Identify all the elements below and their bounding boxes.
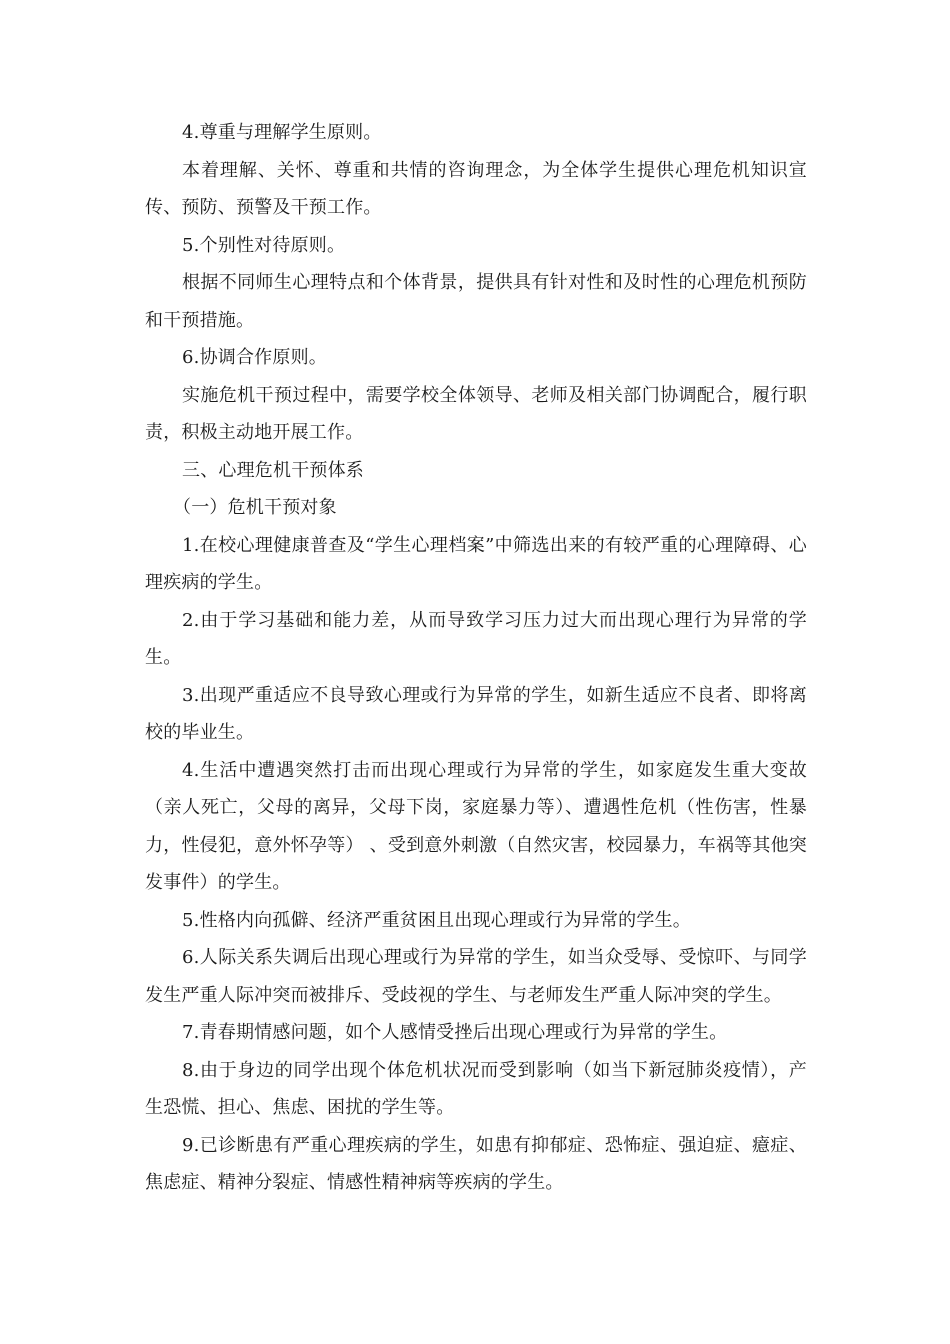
principle-6-heading: 6.协调合作原则。 xyxy=(182,347,327,368)
subsection-1-heading: （一）危机干预对象 xyxy=(173,497,337,518)
principle-6-body: 实施危机干预过程中，需要学校全体领导、老师及相关部门协调配合，履行职责，积极主动地开展工作。 xyxy=(145,384,807,443)
principle-5-body: 根据不同师生心理特点和个体背景，提供具有针对性和及时性的心理危机预防和干预措施。 xyxy=(145,272,807,331)
target-item-6: 6.人际关系失调后出现心理或行为异常的学生，如当众受辱、受惊吓、与同学发生严重人际冲突而被排斥、受歧视的学生、与老师发生严重人际冲突的学生。 xyxy=(145,947,807,1006)
document-body xyxy=(145,114,807,1202)
target-item-2: 2.由于学习基础和能力差，从而导致学习压力过大而出现心理行为异常的学生。 xyxy=(145,609,807,668)
principle-4-heading: 4.尊重与理解学生原则。 xyxy=(182,122,382,143)
target-item-9: 9.已诊断患有严重心理疾病的学生，如患有抑郁症、恐怖症、强迫症、癔症、焦虑症、精神分裂症、情感性精神病等疾病的学生。 xyxy=(145,1134,807,1193)
principle-4-body: 本着理解、关怀、尊重和共情的咨询理念，为全体学生提供心理危机知识宣传、预防、预警及干预工作。 xyxy=(145,159,807,218)
target-item-5: 5.性格内向孤僻、经济严重贫困且出现心理或行为异常的学生。 xyxy=(182,909,691,931)
target-item-4: 4.生活中遭遇突然打击而出现心理或行为异常的学生，如家庭发生重大变故（亲人死亡，父母的离异，父母下岗，家庭暴力等）、遭遇性危机（性伤害，性暴力，性侵犯，意外怀孕等） 、受到意外刺激（自然灾害，校园暴力，车祸等其他突发事件）的学生。 xyxy=(145,759,807,893)
principle-5-heading: 5.个别性对待原则。 xyxy=(182,234,346,256)
target-item-7: 7.青春期情感问题，如个人感情受挫后出现心理或行为异常的学生。 xyxy=(182,1022,728,1043)
target-item-8: 8.由于身边的同学出现个体危机状况而受到影响（如当下新冠肺炎疫情），产生恐慌、担心、焦虑、困扰的学生等。 xyxy=(145,1059,807,1118)
target-item-3: 3.出现严重适应不良导致心理或行为异常的学生，如新生适应不良者、即将离校的毕业生。 xyxy=(145,684,807,743)
section-3-heading: 三、心理危机干预体系 xyxy=(182,459,364,481)
target-item-1: 1.在校心理健康普查及“学生心理档案”中筛选出来的有较严重的心理障碍、心理疾病的学生。 xyxy=(145,534,807,593)
